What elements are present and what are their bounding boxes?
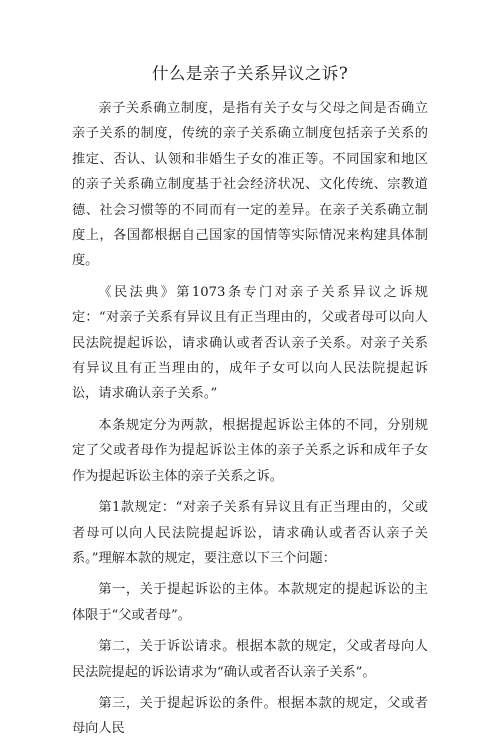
paragraph-point-three: 第三，关于提起诉讼的条件。根据本款的规定，父或者母向人民	[72, 695, 428, 737]
paragraph-point-one: 第一，关于提起诉讼的主体。本款规定的提起诉讼的主体限于“父或者母”。	[72, 582, 428, 623]
paragraph-point-two: 第二，关于诉讼请求。根据本款的规定，父或者母向人民法院提起的诉讼请求为“确认或者否认亲子关系”。	[72, 639, 428, 680]
document-title: 什么是亲子关系异议之诉?	[151, 64, 349, 83]
paragraph-two-clauses: 本条规定分为两款，根据提起诉讼主体的不同，分别规定了父或者母作为提起诉讼主体的亲子关系之诉和成年子女作为提起诉讼主体的亲子关系之诉。	[72, 417, 428, 484]
paragraph-clause-one: 第1款规定：“对亲子关系有异议且有正当理由的，父或者母可以向人民法院提起诉讼，请求确认或者否认亲子关系。”理解本款的规定，要注意以下三个问题：	[72, 500, 428, 566]
paragraph-civil-code-article: 《民法典》第1073条专门对亲子关系异议之诉规定：“对亲子关系有异议且有正当理由的，父或者母可以向人民法院提起诉讼，请求确认或者否认亲子关系。对亲子关系有异议且有正当理由的，成年子女可以向人民法院提起诉讼，请求确认亲子关系。”	[72, 284, 428, 402]
paragraph-intro: 亲子关系确立制度，是指有关子女与父母之间是否确立亲子关系的制度，传统的亲子关系确立制度包括亲子关系的推定、否认、认领和非婚生子女的准正等。不同国家和地区的亲子关系确立制度基于社会经济状况、文化传统、宗教道德、社会习惯等的不同而有一定的差异。在亲子关系确立制度上，各国都根据自己国家的国情等实际情况来构建具体制度。	[72, 101, 428, 269]
